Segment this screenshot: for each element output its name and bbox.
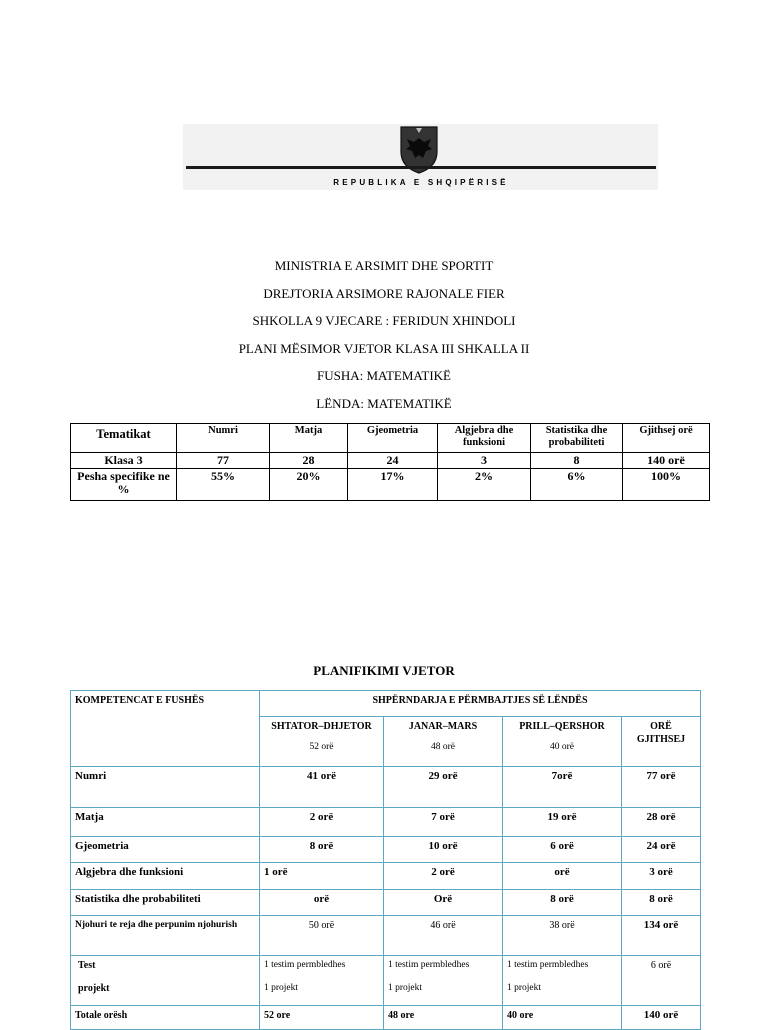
table-cell: 28 (270, 453, 348, 469)
field-line: FUSHA: MATEMATIKË (317, 368, 451, 383)
project-item: 1 projekt (507, 983, 542, 993)
table-row (71, 453, 710, 469)
table-cell: 24 orë (622, 837, 701, 863)
table-cell: 6 orë (622, 956, 701, 1006)
plan-table (70, 690, 701, 1030)
summary-test: 1 testim permbledhes (264, 960, 346, 970)
distribution-header: SHPËRNDARJA E PËRMBAJTJES SË LËNDËS (260, 691, 701, 717)
table-row (71, 890, 701, 916)
table-cell: Pesha specifike ne % (71, 469, 177, 501)
table-cell: 10 orë (384, 837, 503, 863)
competence-label: Statistika dhe probabiliteti (71, 890, 260, 916)
plan-line: PLANI MËSIMOR VJETOR KLASA III SHKALLA II (238, 340, 530, 356)
table-cell: 1 orë (260, 863, 384, 890)
table-cell: 134 orë (622, 916, 701, 956)
table-cell: Orë (384, 890, 503, 916)
project-item: 1 projekt (264, 983, 299, 993)
table-cell (384, 956, 503, 1006)
table-cell: 19 orë (503, 808, 622, 837)
summary-test: 1 testim permbledhes (388, 960, 470, 970)
table-row (71, 863, 701, 890)
period-hours: 40 orë (549, 742, 574, 752)
subject-line: LËNDA: MATEMATIKË (316, 395, 452, 411)
table-cell: 50 orë (260, 916, 384, 956)
header-cell: Gjeometria (348, 424, 438, 453)
period-name: ORË GJITHSEJ (636, 721, 686, 745)
header-rule (186, 166, 656, 169)
header-cell: Statistika dhe probabiliteti (531, 424, 623, 453)
table-cell: 8 (531, 453, 623, 469)
table-cell: 6% (531, 469, 623, 501)
summary-table (70, 423, 710, 501)
table-row (71, 424, 710, 453)
table-cell: 46 orë (384, 916, 503, 956)
table-cell: 8 orë (260, 837, 384, 863)
school-line: SHKOLLA 9 VJECARE : FERIDUN XHINDOLI (252, 313, 516, 328)
header-cell: Gjithsej orë (623, 424, 710, 453)
header-cell: Matja (270, 424, 348, 453)
project-item: 1 projekt (388, 983, 423, 993)
competence-label: Njohuri te reja dhe perpunim njohurish (71, 916, 260, 956)
period-hours: 52 orë (309, 742, 334, 752)
table-cell: Klasa 3 (71, 453, 177, 469)
summary-test: 1 testim permbledhes (507, 960, 589, 970)
competence-label: Numri (71, 767, 260, 808)
table-cell: 6 orë (503, 837, 622, 863)
table-cell: orë (503, 863, 622, 890)
directorate-line: DREJTORIA ARSIMORE RAJONALE FIER (263, 285, 505, 301)
table-row (71, 837, 701, 863)
document-heading (0, 258, 768, 423)
table-row (71, 1006, 701, 1030)
test-label: Test (78, 960, 96, 971)
table-cell: 100% (623, 469, 710, 501)
period-hours: 48 orë (430, 742, 455, 752)
period-header (384, 717, 503, 767)
table-row (71, 767, 701, 808)
table-cell: 7orë (503, 767, 622, 808)
test-project-label (71, 956, 260, 1006)
table-row (71, 808, 701, 837)
plan-title: PLANIFIKIMI VJETOR (313, 663, 455, 678)
table-cell: 29 orë (384, 767, 503, 808)
table-row (71, 469, 710, 501)
table-cell: 41 orë (260, 767, 384, 808)
header-cell: Algjebra dhe funksioni (438, 424, 531, 453)
competence-label: Algjebra dhe funksioni (71, 863, 260, 890)
table-cell: 40 ore (503, 1006, 622, 1030)
table-row (71, 691, 701, 717)
period-name: JANAR–MARS (408, 721, 478, 732)
table-cell: orë (260, 890, 384, 916)
table-cell (260, 956, 384, 1006)
table-cell: 28 orë (622, 808, 701, 837)
header-cell: Numri (177, 424, 270, 453)
table-cell: 7 orë (384, 808, 503, 837)
table-cell: 48 ore (384, 1006, 503, 1030)
table-row (71, 956, 701, 1006)
table-cell: 140 orë (622, 1006, 701, 1030)
period-name: SHTATOR–DHJETOR (271, 721, 372, 732)
table-cell: 17% (348, 469, 438, 501)
table-cell: 77 (177, 453, 270, 469)
table-cell: 3 orë (622, 863, 701, 890)
table-cell: 24 (348, 453, 438, 469)
ministry-line: MINISTRIA E ARSIMIT DHE SPORTIT (274, 258, 494, 273)
period-header (622, 717, 701, 767)
table-cell: 140 orë (623, 453, 710, 469)
totals-label: Totale orësh (71, 1006, 260, 1030)
competence-label: Gjeometria (71, 837, 260, 863)
header-cell: Tematikat (71, 424, 177, 453)
competence-label: Matja (71, 808, 260, 837)
table-cell (503, 956, 622, 1006)
table-cell: 3 (438, 453, 531, 469)
period-name: PRILL–QERSHOR (519, 721, 605, 732)
table-cell: 2 orë (384, 863, 503, 890)
period-header (503, 717, 622, 767)
table-cell: 2 orë (260, 808, 384, 837)
table-cell: 77 orë (622, 767, 701, 808)
table-cell: 2% (438, 469, 531, 501)
table-cell: 52 ore (260, 1006, 384, 1030)
table-cell: 8 orë (503, 890, 622, 916)
table-row (71, 916, 701, 956)
republic-caption: REPUBLIKA E SHQIPËRISË (333, 178, 509, 187)
table-cell: 38 orë (503, 916, 622, 956)
table-cell: 20% (270, 469, 348, 501)
project-label: projekt (78, 983, 110, 994)
table-cell: 8 orë (622, 890, 701, 916)
period-header (260, 717, 384, 767)
competence-header: KOMPETENCAT E FUSHËS (71, 691, 260, 767)
table-cell: 55% (177, 469, 270, 501)
